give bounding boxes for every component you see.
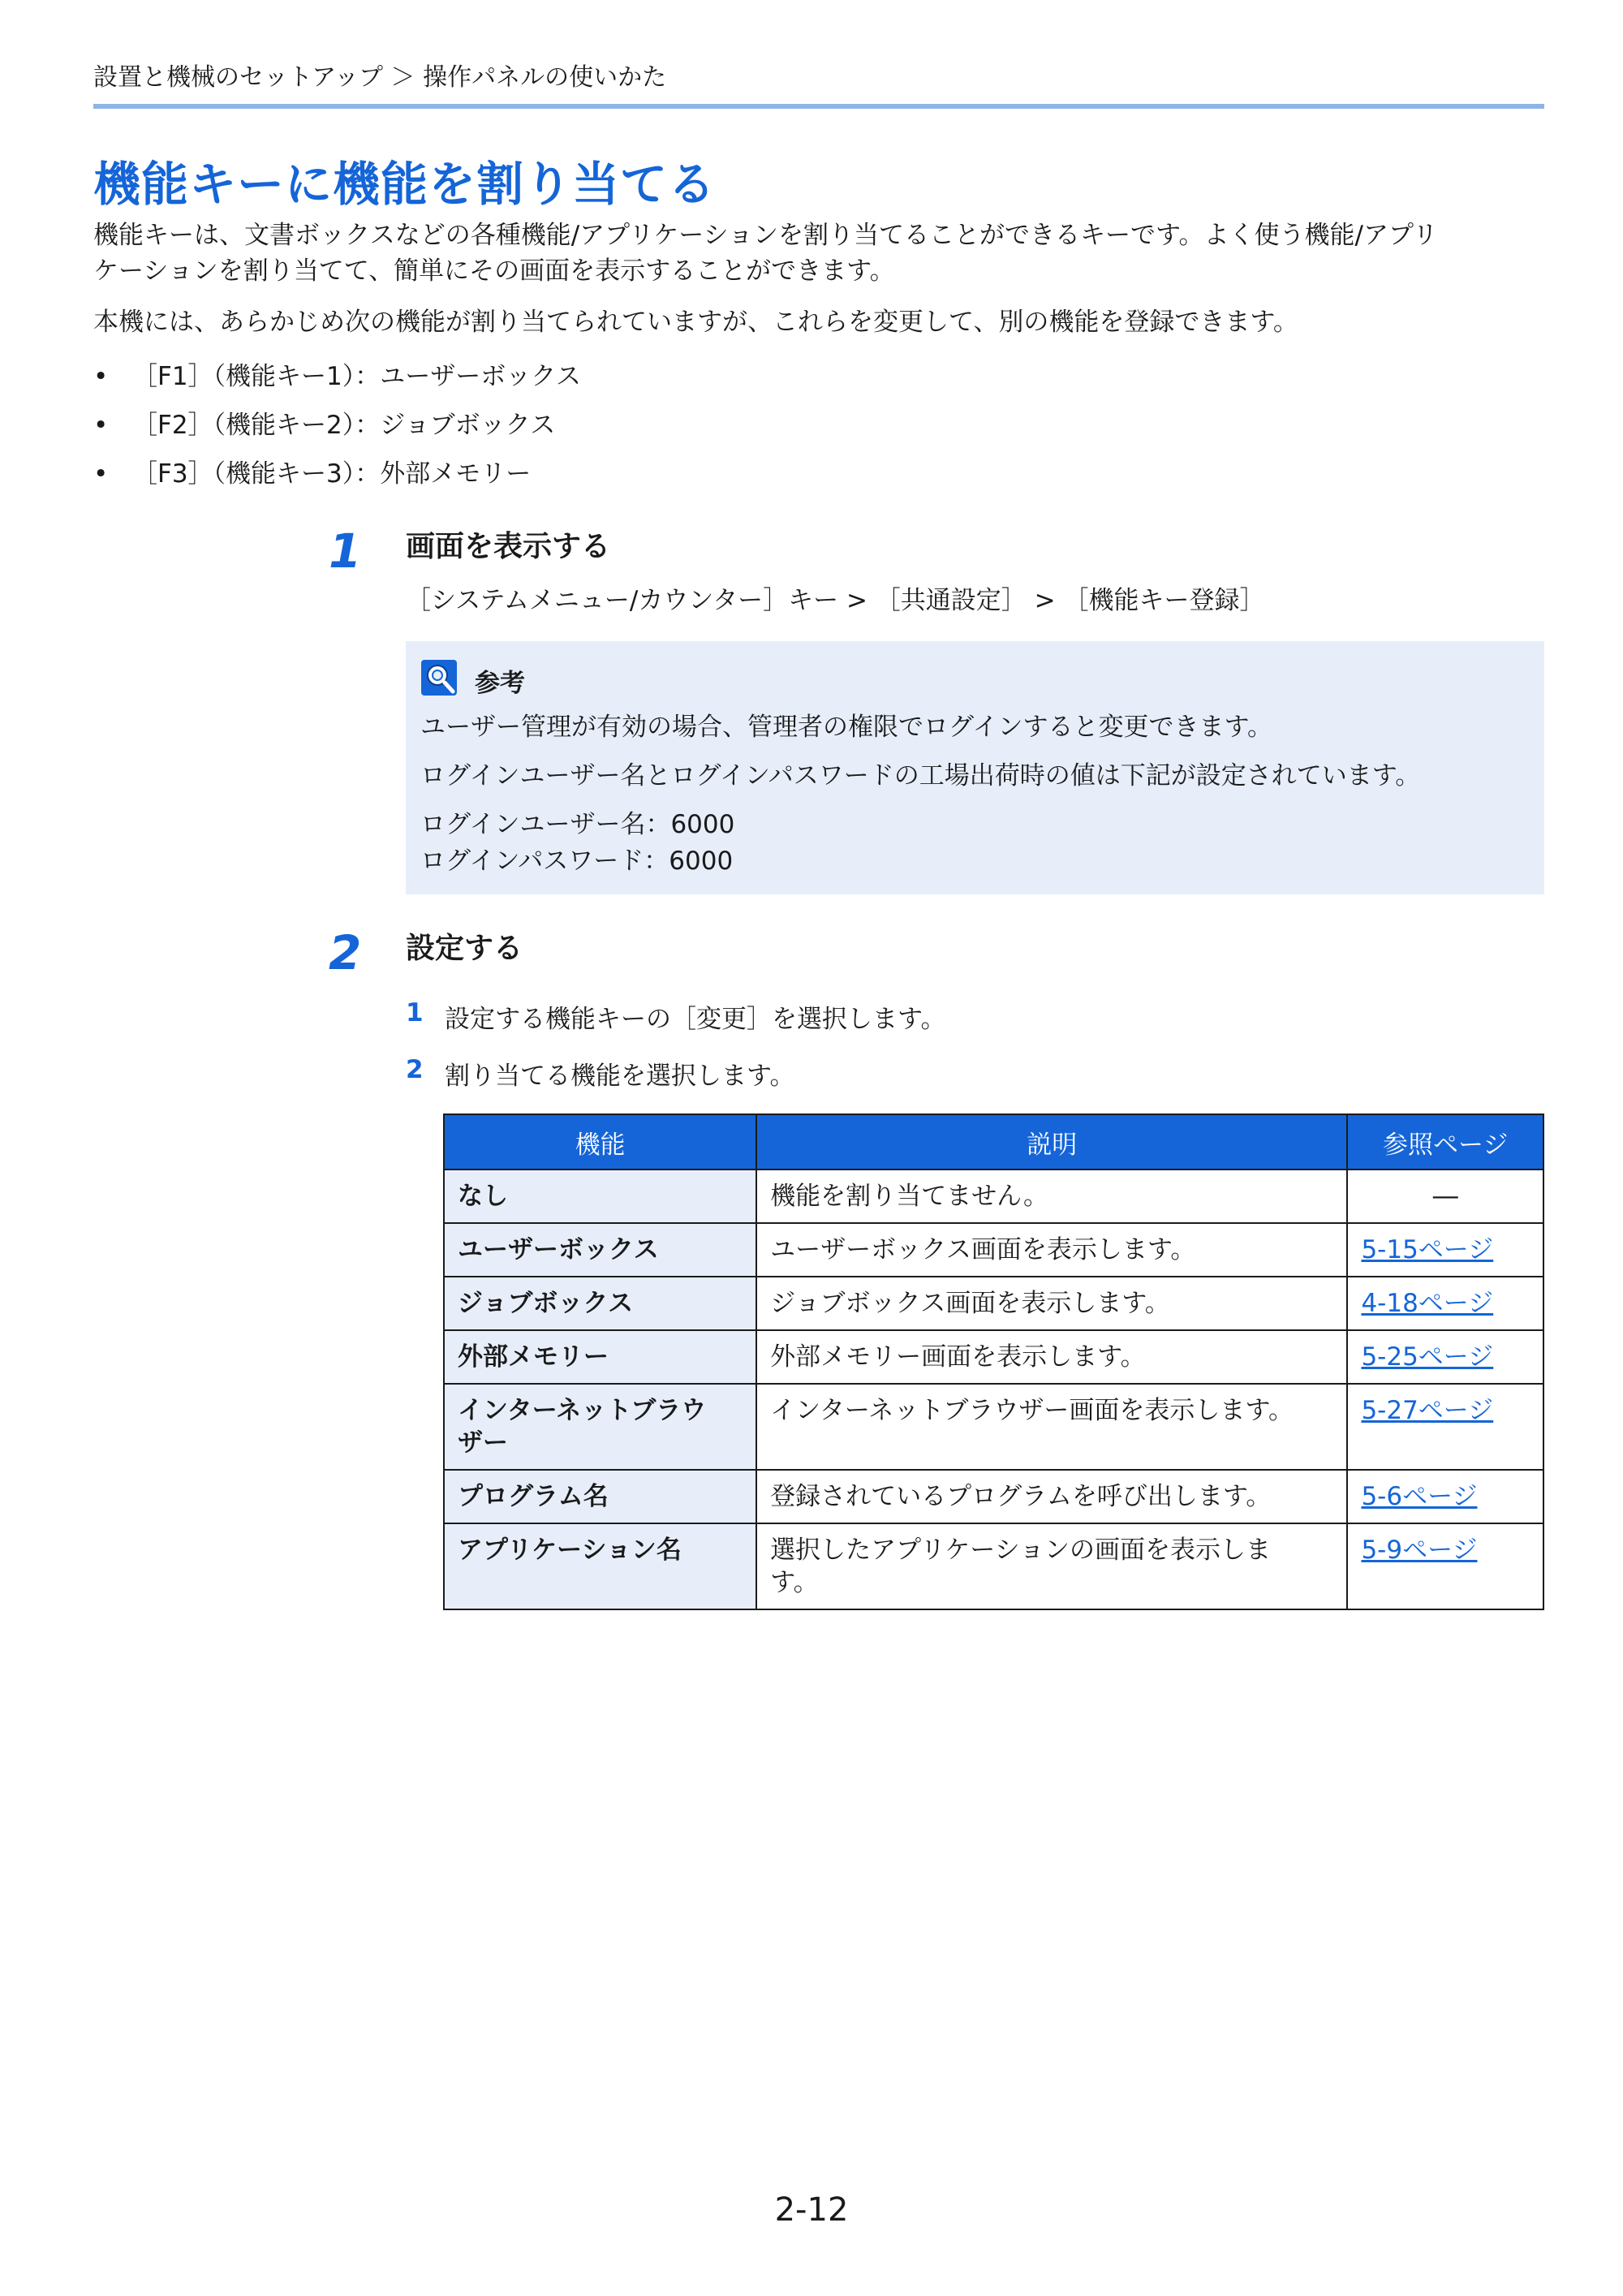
cell-reference: [1347, 1470, 1543, 1523]
bullet-text: ［F2］（機能キー2）：ジョブボックス: [132, 411, 556, 440]
step-title: 設定する: [406, 932, 523, 965]
cell-function: 外部メモリー: [444, 1330, 756, 1384]
page-number: 2-12: [774, 2191, 849, 2229]
reference-link[interactable]: 5-15ページ: [1361, 1235, 1494, 1264]
reference-link[interactable]: 5-27ページ: [1361, 1396, 1494, 1425]
column-header-description: 説明: [756, 1114, 1347, 1170]
bullet-text: ［F1］（機能キー1）：ユーザーボックス: [132, 362, 581, 391]
note-line: ログインパスワード：6000: [420, 846, 734, 876]
cell-description: ジョブボックス画面を表示します。: [756, 1277, 1347, 1330]
column-header-function: 機能: [444, 1114, 756, 1170]
reference-link[interactable]: 5-6ページ: [1361, 1482, 1478, 1511]
intro-paragraph-2: 本機には、あらかじめ次の機能が割り当てられていますが、これらを変更して、別の機能を登録できます。: [93, 308, 1298, 337]
cell-reference: [1347, 1384, 1543, 1470]
step-number: 1: [329, 523, 362, 579]
cell-description: インターネットブラウザー画面を表示します。: [756, 1384, 1347, 1470]
page-title: 機能キーに機能を割り当てる: [93, 157, 717, 212]
cell-description: ユーザーボックス画面を表示します。: [756, 1223, 1347, 1277]
note-magnifier-icon: [420, 659, 458, 696]
cell-reference: [1347, 1523, 1543, 1609]
breadcrumb: 設置と機械のセットアップ ＞ 操作パネルの使いかた: [93, 63, 667, 92]
substep-text: 割り当てる機能を選択します。: [445, 1062, 795, 1091]
function-table: [443, 1114, 1544, 1610]
note-label: 参考: [475, 669, 525, 698]
cell-function: アプリケーション名: [444, 1523, 756, 1609]
cell-reference: ―: [1347, 1170, 1543, 1223]
cell-description: 機能を割り当てません。: [756, 1170, 1347, 1223]
step-title: 画面を表示する: [406, 530, 611, 563]
column-header-reference: 参照ページ: [1347, 1114, 1543, 1170]
table-row: [444, 1470, 1543, 1523]
step-menu-path: ［システムメニュー/カウンター］キー > ［共通設定］ > ［機能キー登録］: [406, 586, 1265, 615]
note-box: [406, 641, 1544, 894]
bullet-item: [93, 404, 555, 441]
note-line: ログインユーザー名：6000: [420, 810, 735, 839]
reference-link[interactable]: 5-9ページ: [1361, 1536, 1478, 1565]
reference-link[interactable]: 5-25ページ: [1361, 1342, 1494, 1372]
cell-function-line: ザー: [458, 1428, 508, 1458]
cell-description-line: す。: [770, 1568, 819, 1597]
cell-reference: [1347, 1330, 1543, 1384]
bullet-dot-icon: •: [93, 411, 109, 440]
table-row: [444, 1223, 1543, 1277]
cell-function: ユーザーボックス: [444, 1223, 756, 1277]
cell-function-line: インターネットブラウ: [458, 1396, 707, 1425]
bullet-text: ［F3］（機能キー3）：外部メモリー: [132, 459, 532, 489]
substep-number: 1: [406, 998, 424, 1027]
substep-number: 2: [406, 1055, 424, 1084]
table-row: [444, 1277, 1543, 1330]
bullet-item: [93, 355, 581, 392]
bullet-item: [93, 453, 531, 489]
note-line: ログインユーザー名とログインパスワードの工場出荷時の値は下記が設定されています。: [420, 761, 1421, 790]
cell-description: [756, 1523, 1347, 1609]
bullet-dot-icon: •: [93, 362, 109, 391]
table-row: [444, 1330, 1543, 1384]
cell-function: なし: [444, 1170, 756, 1223]
table-row: [444, 1170, 1543, 1223]
cell-reference: [1347, 1277, 1543, 1330]
cell-description: 外部メモリー画面を表示します。: [756, 1330, 1347, 1384]
header-rule: [93, 104, 1544, 109]
cell-reference: [1347, 1223, 1543, 1277]
note-line: ユーザー管理が有効の場合、管理者の権限でログインすると変更できます。: [420, 713, 1272, 742]
step-number: 2: [329, 925, 362, 980]
bullet-dot-icon: •: [93, 459, 109, 489]
cell-function: ジョブボックス: [444, 1277, 756, 1330]
intro-line-2: ケーションを割り当てて、簡単にその画面を表示することができます。: [93, 256, 895, 286]
table-header-row: [444, 1114, 1543, 1170]
cell-function: プログラム名: [444, 1470, 756, 1523]
table-row: [444, 1523, 1543, 1609]
reference-link[interactable]: 4-18ページ: [1361, 1289, 1494, 1318]
table-row: [444, 1384, 1543, 1470]
intro-line-1: 機能キーは、文書ボックスなどの各種機能/アプリケーションを割り当てることができるキーです。よく使う機能/アプリ: [93, 221, 1438, 250]
cell-description: 登録されているプログラムを呼び出します。: [756, 1470, 1347, 1523]
cell-function: [444, 1384, 756, 1470]
substep-text: 設定する機能キーの［変更］を選択します。: [445, 1005, 946, 1034]
cell-description-line: 選択したアプリケーションの画面を表示しま: [770, 1536, 1272, 1565]
intro-paragraph-1: [93, 218, 1546, 289]
